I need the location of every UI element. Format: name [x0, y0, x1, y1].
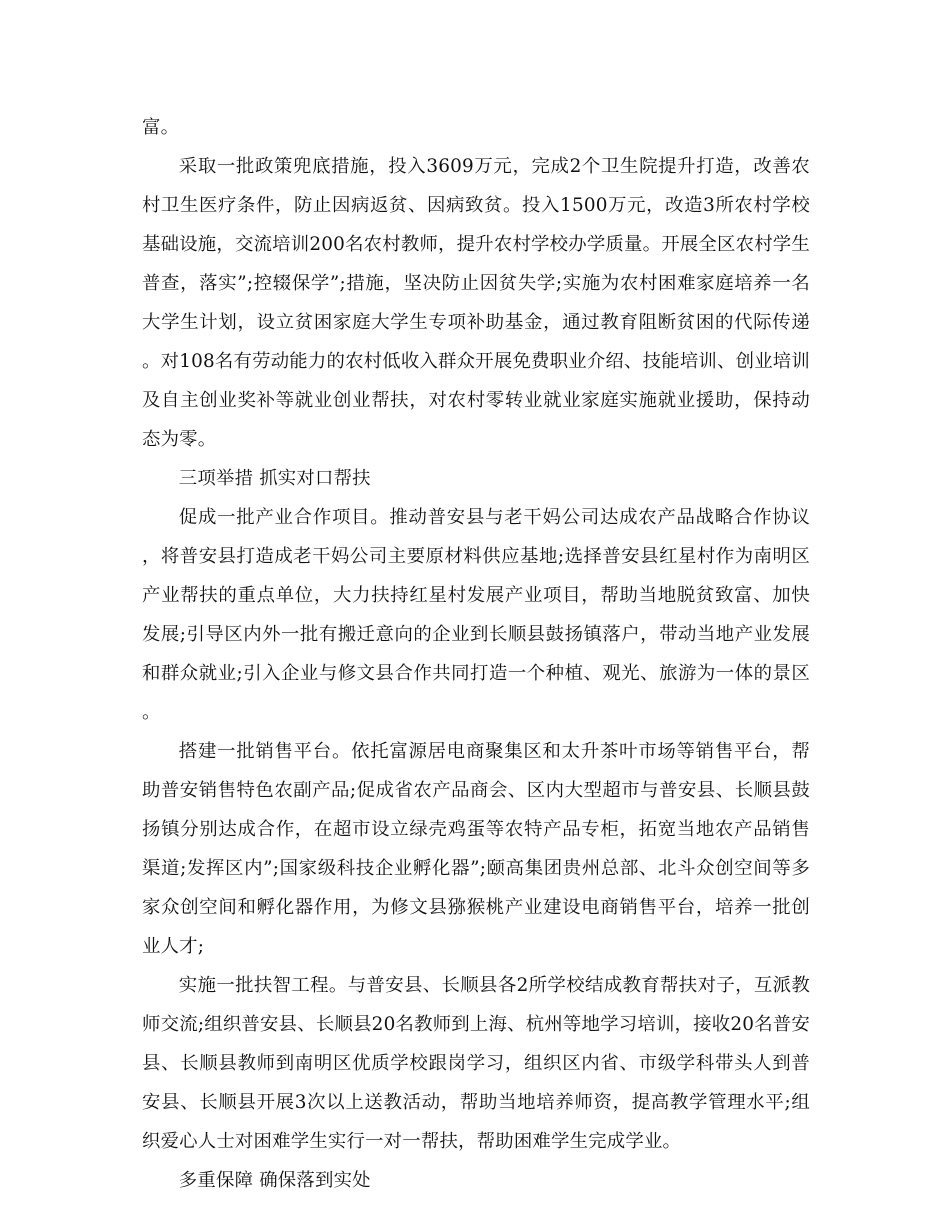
paragraph-education-support: 实施一批扶智工程。与普安县、长顺县各2所学校结成教育帮扶对子，互派教师交流;组织普安县、长顺县20名教师到上海、杭州等地学习培训，接收20名普安县、长顺县教师到南明区优质学校跟岗学习，组织区内省、市级学科带头人到普安县、长顺县开展3次以上送教活动，帮助当地培养师资，提高教学管理水平;组织爱心人士对困难学生实行一对一帮扶，帮助困难学生完成学业。 [142, 975, 810, 1152]
paragraph-continuation: 富。 [142, 117, 180, 138]
paragraph-industry-cooperation: 促成一批产业合作项目。推动普安县与老干妈公司达成农产品战略合作协议，将普安县打造成老干妈公司主要原材料供应基地;选择普安县红星村作为南明区产业帮扶的重点单位，大力扶持红星村发展产业项目，帮助当地脱贫致富、加快发展;引导区内外一批有搬迁意向的企业到长顺县鼓扬镇落户，带动当地产业发展和群众就业;引入企业与修文县合作共同打造一个种植、观光、旅游为一体的景区。 [142, 507, 810, 723]
paragraph-sales-platform: 搭建一批销售平台。依托富源居电商聚集区和太升茶叶市场等销售平台，帮助普安销售特色农副产品;促成省农产品商会、区内大型超市与普安县、长顺县鼓扬镇分别达成合作，在超市设立绿壳鸡蛋等农特产品专柜，拓宽当地农产品销售渠道;发挥区内”;国家级科技企业孵化器”;颐高集团贵州总部、北斗众创空间等多家众创空间和孵化器作用，为修文县猕猴桃产业建设电商销售平台，培养一批创业人才; [142, 741, 810, 957]
section-heading-guarantees: 多重保障 确保落到实处 [178, 1170, 371, 1191]
paragraph-policy-measures: 采取一批政策兜底措施，投入3609万元，完成2个卫生院提升打造，改善农村卫生医疗条件，防止因病返贫、因病致贫。投入1500万元，改造3所农村学校基础设施，交流培训200名农村教师，提升农村学校办学质量。开展全区农村学生普查，落实”;控辍保学”;措施，坚决防止因贫失学;实施为农村困难家庭培养一名大学生计划，设立贫困家庭大学生专项补助基金，通过教育阻断贫困的代际传递。对108名有劳动能力的农村低收入群众开展免费职业介绍、技能培训、创业培训及自主创业奖补等就业创业帮扶，对农村零转业就业家庭实施就业援助，保持动态为零。 [142, 156, 810, 450]
document-body [142, 108, 810, 1200]
section-heading-three-measures: 三项举措 抓实对口帮扶 [178, 468, 371, 489]
